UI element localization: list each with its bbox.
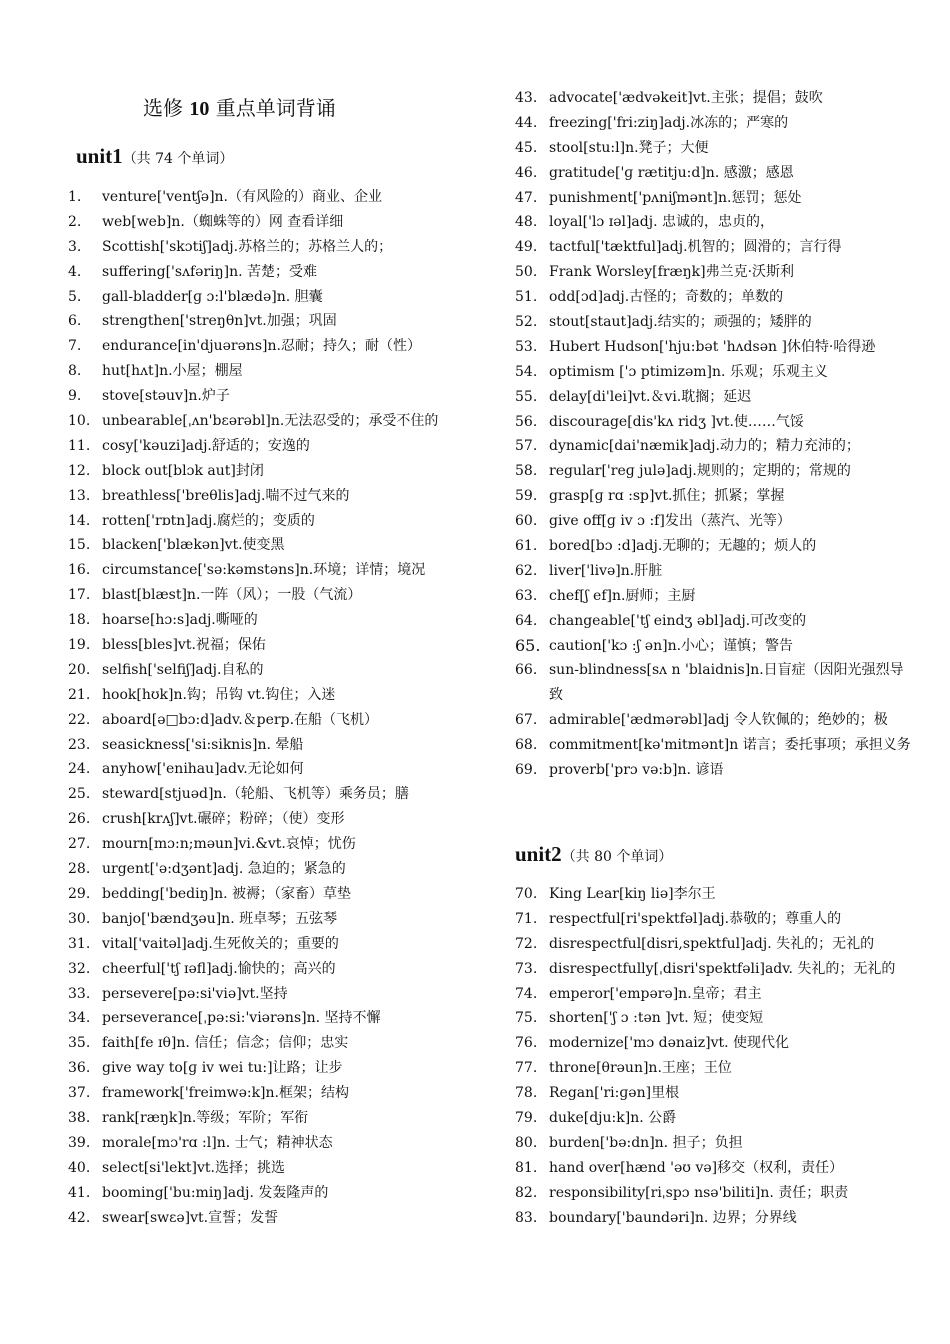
entry-text: grasp[ɡ rɑ :sp]vt.抓住；抓紧；掌握	[549, 488, 785, 505]
word-entry	[68, 932, 468, 957]
entry-number: 66.	[515, 662, 538, 679]
entry-text: responsibility[riˌspɔ nsə'biliti]n. 责任；职责	[549, 1184, 849, 1201]
right-word-list-unit1	[515, 86, 915, 783]
entry-number: 68.	[515, 737, 538, 754]
entry-number: 5.	[68, 288, 82, 305]
word-entry	[515, 1031, 915, 1056]
word-entry	[68, 1181, 468, 1206]
entry-text: endurance[in'djuərəns]n.忍耐；持久；耐（性）	[102, 338, 421, 355]
word-entry	[68, 185, 468, 210]
entry-text: cheerful['tʃ ɪəfl]adj.愉快的；高兴的	[102, 960, 336, 977]
entry-number: 33.	[68, 985, 91, 1002]
entry-text: hand over[hænd 'əʊ və]移交（权利，责任）	[549, 1159, 844, 1176]
entry-text: blast[blæst]n.一阵（风）；一股（气流）	[102, 587, 362, 604]
entry-text: Frank Worsley[fræŋk]弗兰克·沃斯利	[549, 264, 795, 281]
entry-text: advocate['ædvəkeit]vt.主张；提倡；鼓吹	[549, 90, 823, 106]
entry-number: 67.	[515, 712, 538, 729]
word-entry	[515, 559, 915, 584]
word-entry	[68, 509, 468, 534]
entry-number: 51.	[515, 289, 538, 306]
word-entry	[68, 757, 468, 782]
entry-number: 74.	[515, 985, 538, 1002]
word-entry	[68, 683, 468, 708]
entry-text: optimism ['ɔ ptimizəm]n. 乐观；乐观主义	[549, 363, 828, 380]
word-entry	[515, 882, 915, 907]
title-rest: 重点单词背诵	[209, 96, 336, 120]
entry-text: liver['livə]n.肝脏	[549, 562, 663, 579]
page-title	[143, 92, 336, 121]
entry-text: Scottish['skɔtiʃ]adj.苏格兰的；苏格兰人的；	[102, 238, 393, 255]
entry-number: 80.	[515, 1134, 538, 1151]
entry-number: 71.	[515, 910, 538, 927]
entry-text: disrespectfully[ˌdisri'spektfəli]adv. 失礼的；无礼的	[549, 960, 896, 977]
entry-number: 58.	[515, 463, 538, 480]
word-entry	[515, 484, 915, 509]
word-entry	[68, 733, 468, 758]
entry-text: hook[hʊk]n.钩；吊钩 vt.钩住；入迷	[102, 686, 336, 703]
entry-number: 47.	[515, 189, 538, 206]
entry-number: 32.	[68, 960, 91, 977]
word-entry	[515, 634, 915, 659]
entry-text: unbearable[ˌʌn'bɛərəbl]n.无法忍受的；承受不住的	[102, 413, 439, 430]
entry-number: 48.	[515, 214, 538, 231]
entry-number: 27.	[68, 836, 91, 853]
word-entry	[515, 1006, 915, 1031]
entry-text: proverb['prɔ və:b]n. 谚语	[549, 762, 724, 779]
word-entry	[68, 982, 468, 1007]
word-entry	[68, 558, 468, 583]
title-number: 10	[189, 98, 210, 120]
entry-text: rank[ræŋk]n.等级；军阶；军衔	[102, 1109, 309, 1126]
entry-number: 46.	[515, 164, 538, 181]
entry-text: swear[swɛə]vt.宣誓；发誓	[102, 1209, 279, 1226]
entry-number: 60.	[515, 513, 538, 530]
entry-text: seasickness['si:siknis]n. 晕船	[102, 736, 304, 753]
entry-number: 69.	[515, 762, 538, 779]
entry-text: regular['reɡ julə]adj.规则的；定期的；常规的	[549, 463, 851, 480]
unit1-count: （共 74 个单词）	[122, 151, 234, 167]
entry-text: perseverance[ˌpə:si:'viərəns]n. 坚持不懈	[102, 1010, 381, 1027]
word-entry	[515, 1181, 915, 1206]
left-word-list	[68, 185, 468, 1230]
word-entry	[68, 1081, 468, 1106]
entry-number: 57.	[515, 438, 538, 455]
entry-number: 12.	[68, 462, 91, 479]
word-entry	[68, 857, 468, 882]
right-word-list-unit2	[515, 882, 915, 1230]
word-entry	[515, 434, 915, 459]
entry-text: anyhow['enihau]adv.无论如何	[102, 761, 304, 778]
entry-text: web[web]n.（蜘蛛等的）网 查看详细	[102, 213, 344, 230]
entry-text: stout[staut]adj.结实的；顽强的；矮胖的	[549, 314, 812, 331]
word-entry	[68, 359, 468, 384]
entry-text: give off[ɡ iv ɔ :f]发出（蒸汽、光等）	[549, 513, 791, 530]
entry-number: 73.	[515, 960, 538, 977]
word-entry	[515, 86, 915, 111]
word-entry	[515, 932, 915, 957]
entry-text: blacken['blækən]vt.使变黑	[102, 537, 285, 554]
unit1-heading	[76, 144, 233, 169]
entry-number: 15.	[68, 537, 91, 554]
entry-number: 38.	[68, 1109, 91, 1126]
entry-number: 81.	[515, 1159, 538, 1176]
entry-number: 19.	[68, 637, 91, 654]
entry-number: 22.	[68, 711, 91, 728]
entry-text: freezing['fri:ziŋ]adj.冰冻的；严寒的	[549, 114, 789, 131]
entry-text: vital['vaitəl]adj.生死攸关的；重要的	[102, 935, 339, 952]
entry-number: 2.	[68, 213, 82, 230]
entry-number: 50.	[515, 264, 538, 281]
entry-text: faith[fe ɪθ]n. 信任；信念；信仰；忠实	[102, 1035, 349, 1052]
word-entry	[68, 1156, 468, 1181]
entry-text: modernize['mɔ dənaiz]vt. 使现代化	[549, 1035, 790, 1052]
word-entry	[68, 1206, 468, 1231]
word-entry	[515, 285, 915, 310]
word-entry	[515, 1156, 915, 1181]
entry-number: 14.	[68, 512, 91, 529]
entry-number: 52.	[515, 314, 538, 331]
word-entry	[515, 161, 915, 186]
word-entry	[68, 1031, 468, 1056]
entry-text: rotten['rɒtn]adj.腐烂的；变质的	[102, 512, 315, 529]
word-entry	[68, 459, 468, 484]
entry-number: 7.	[68, 338, 82, 355]
word-entry	[515, 1206, 915, 1231]
entry-text: changeable['tʃ eindʒ əbl]adj.可改变的	[549, 612, 807, 629]
unit2-name: unit2	[515, 842, 562, 866]
entry-number: 28.	[68, 861, 91, 878]
word-entry	[515, 385, 915, 410]
word-entry	[515, 957, 915, 982]
unit2-heading	[515, 842, 672, 867]
entry-number: 18.	[68, 612, 91, 629]
word-entry	[68, 484, 468, 509]
word-entry	[68, 235, 468, 260]
title-main: 选修	[143, 96, 183, 120]
entry-number: 76.	[515, 1035, 538, 1052]
entry-number: 59.	[515, 488, 538, 505]
entry-number: 75.	[515, 1010, 538, 1027]
entry-text: steward[stjuəd]n.（轮船、飞机等）乘务员；膳	[102, 786, 409, 803]
word-entry	[515, 733, 915, 758]
entry-number: 65.	[515, 635, 541, 655]
entry-number: 8.	[68, 363, 82, 380]
word-entry	[515, 907, 915, 932]
entry-number: 37.	[68, 1085, 91, 1102]
entry-number: 78.	[515, 1085, 538, 1102]
entry-number: 29.	[68, 885, 91, 902]
entry-text: stool[stu:l]n.凳子；大便	[549, 139, 709, 156]
entry-text: banjo['bændʒəu]n. 班卓琴；五弦琴	[102, 910, 338, 927]
word-entry	[515, 459, 915, 484]
word-entry	[68, 309, 468, 334]
word-entry	[515, 186, 915, 211]
entry-text: framework['freimwə:k]n.框架；结构	[102, 1085, 349, 1102]
word-entry	[68, 708, 468, 733]
entry-text: admirable['ædmərəbl]adj 令人钦佩的；绝妙的；极	[549, 712, 888, 729]
entry-number: 63.	[515, 587, 538, 604]
entry-number: 23.	[68, 736, 91, 753]
word-entry	[68, 1131, 468, 1156]
word-entry	[515, 584, 915, 609]
word-entry	[68, 409, 468, 434]
entry-text: urgent['ə:dʒənt]adj. 急迫的；紧急的	[102, 861, 346, 878]
entry-number: 49.	[515, 239, 538, 256]
entry-text: sun-blindness[sʌ n 'blaidnis]n.日盲症（因阳光强烈导致	[549, 662, 904, 704]
word-entry	[68, 907, 468, 932]
entry-text: persevere[pə:si'viə]vt.坚持	[102, 985, 288, 1002]
entry-number: 11.	[68, 437, 91, 454]
entry-text: gall-bladder[ɡ ɔ:l'blædə]n. 胆囊	[102, 288, 323, 305]
word-entry	[68, 832, 468, 857]
entry-text: disrespectful[disri,spektful]adj. 失礼的；无礼的	[549, 935, 875, 952]
entry-text: commitment[kə'mitmənt]n 诺言；委托事项；承担义务	[549, 737, 911, 754]
word-entry	[515, 1131, 915, 1156]
entry-number: 16.	[68, 562, 91, 579]
entry-text: emperor['empərə]n.皇帝；君主	[549, 985, 762, 1002]
entry-text: bedding['bediŋ]n. 被褥；（家畜）草垫	[102, 885, 352, 902]
entry-number: 10.	[68, 413, 91, 430]
entry-number: 54.	[515, 363, 538, 380]
entry-text: delay[di'lei]vt.＆vi.耽搁；延迟	[549, 388, 752, 405]
entry-text: respectful[ri'spektfəl]adj.恭敬的；尊重人的	[549, 910, 842, 927]
word-entry	[68, 1056, 468, 1081]
word-entry	[68, 1106, 468, 1131]
entry-number: 72.	[515, 935, 538, 952]
word-entry	[68, 533, 468, 558]
entry-number: 9.	[68, 388, 82, 405]
entry-text: King Lear[kiŋ liə]李尔王	[549, 886, 716, 902]
entry-text: odd[ɔd]adj.古怪的；奇数的；单数的	[549, 289, 784, 306]
entry-number: 53.	[515, 338, 538, 355]
entry-text: selfish['selfiʃ]adj.自私的	[102, 661, 264, 678]
entry-text: crush[krʌʃ]vt.碾碎；粉碎；（使）变形	[102, 811, 345, 828]
entry-number: 21.	[68, 686, 91, 703]
word-entry	[68, 334, 468, 359]
word-entry	[515, 708, 915, 733]
word-entry	[515, 1081, 915, 1106]
entry-number: 36.	[68, 1060, 91, 1077]
entry-text: bored[bɔ :d]adj.无聊的；无趣的；烦人的	[549, 538, 817, 555]
entry-number: 39.	[68, 1134, 91, 1151]
entry-number: 62.	[515, 562, 538, 579]
entry-text: give way to[ɡ iv wei tu:]让路；让步	[102, 1060, 343, 1077]
entry-number: 31.	[68, 935, 91, 952]
entry-number: 35.	[68, 1035, 91, 1052]
entry-number: 20.	[68, 661, 91, 678]
entry-number: 45.	[515, 139, 538, 156]
word-entry	[68, 434, 468, 459]
entry-number: 77.	[515, 1060, 538, 1077]
entry-number: 24.	[68, 761, 91, 778]
entry-number: 83.	[515, 1209, 538, 1226]
entry-number: 25.	[68, 786, 91, 803]
entry-text: duke[dju:k]n. 公爵	[549, 1110, 677, 1127]
word-entry	[515, 534, 915, 559]
word-entry	[515, 609, 915, 634]
entry-text: chef[ʃ ef]n.厨师；主厨	[549, 587, 696, 604]
entry-text: hoarse[hɔ:s]adj.嘶哑的	[102, 612, 258, 629]
word-entry	[515, 509, 915, 534]
entry-number: 55.	[515, 388, 538, 405]
word-entry	[68, 782, 468, 807]
entry-text: tactful['tæktful]adj.机智的；圆滑的；言行得	[549, 239, 842, 256]
entry-text: hut[hʌt]n.小屋；棚屋	[102, 363, 243, 380]
word-entry	[68, 260, 468, 285]
unit2-count: （共 80 个单词）	[561, 849, 673, 865]
entry-number: 26.	[68, 811, 91, 828]
word-entry	[68, 384, 468, 409]
entry-number: 42.	[68, 1209, 91, 1226]
word-entry	[515, 1106, 915, 1131]
entry-number: 64.	[515, 612, 538, 629]
entry-number: 17.	[68, 587, 91, 604]
word-entry	[515, 210, 915, 235]
entry-text: caution['kɔ :ʃ ən]n.小心；谨慎；警告	[549, 637, 794, 654]
entry-number: 6.	[68, 313, 82, 330]
entry-number: 41.	[68, 1184, 91, 1201]
entry-number: 56.	[515, 413, 538, 430]
word-entry	[515, 360, 915, 385]
word-entry	[515, 410, 915, 435]
entry-text: discourage[dis'kʌ ridʒ ]vt.使……气馁	[549, 413, 804, 430]
entry-number: 3.	[68, 238, 82, 255]
entry-text: punishment['pʌniʃmənt]n.惩罚；惩处	[549, 189, 802, 206]
entry-text: circumstance['sə:kəmstəns]n.环境；详情；境况	[102, 562, 426, 579]
entry-text: boundary['baundəri]n. 边界；分界线	[549, 1209, 797, 1226]
word-entry	[515, 1056, 915, 1081]
entry-text: morale[mɔ'rɑ :l]n. 士气；精神状态	[102, 1134, 333, 1151]
word-entry	[68, 633, 468, 658]
unit1-name: unit1	[76, 144, 123, 168]
entry-text: cosy['kəuzi]adj.舒适的；安逸的	[102, 437, 310, 454]
entry-text: burden['bə:dn]n. 担子；负担	[549, 1134, 743, 1151]
word-entry	[68, 285, 468, 310]
entry-text: Hubert Hudson['hju:bət 'hʌdsən ]休伯特·哈得逊	[549, 338, 876, 355]
entry-number: 30.	[68, 910, 91, 927]
word-entry	[515, 335, 915, 360]
word-entry	[68, 583, 468, 608]
entry-number: 4.	[68, 263, 82, 280]
entry-text: shorten['ʃ ɔ :tən ]vt. 短；使变短	[549, 1010, 764, 1027]
entry-number: 1.	[68, 189, 82, 205]
entry-number: 13.	[68, 487, 91, 504]
entry-number: 61.	[515, 538, 538, 555]
entry-number: 82.	[515, 1184, 538, 1201]
entry-text: breathless['breθlis]adj.喘不过气来的	[102, 487, 350, 504]
word-entry	[68, 1006, 468, 1031]
entry-text: bless[bles]vt.祝福；保佑	[102, 637, 266, 654]
entry-number: 43.	[515, 90, 538, 106]
entry-text: block out[blɔk aut]封闭	[102, 462, 264, 479]
entry-text: dynamic[dai'næmik]adj.动力的；精力充沛的；	[549, 438, 860, 455]
word-entry	[515, 310, 915, 335]
word-entry	[515, 111, 915, 136]
word-entry	[515, 136, 915, 161]
entry-text: venture['ventʃə]n.（有风险的）商业、企业	[102, 189, 382, 205]
entry-number: 40.	[68, 1159, 91, 1176]
word-entry	[515, 235, 915, 260]
entry-number: 70.	[515, 886, 538, 902]
word-entry	[515, 658, 915, 708]
word-entry	[68, 608, 468, 633]
entry-text: gratitude['ɡ rætitju:d]n. 感激；感恩	[549, 164, 794, 181]
entry-text: stove[stəuv]n.炉子	[102, 388, 230, 405]
word-entry	[515, 982, 915, 1007]
word-entry	[68, 210, 468, 235]
word-entry	[515, 260, 915, 285]
entry-number: 79.	[515, 1110, 538, 1127]
word-entry	[68, 807, 468, 832]
word-entry	[68, 957, 468, 982]
entry-text: loyal['lɔ ɪəl]adj. 忠诚的，忠贞的，	[549, 214, 774, 231]
word-entry	[515, 758, 915, 783]
word-entry	[68, 658, 468, 683]
entry-number: 34.	[68, 1010, 91, 1027]
entry-text: booming['bu:miŋ]adj. 发轰隆声的	[102, 1184, 329, 1201]
entry-text: aboard[ə□bɔ:d]adv.＆perp.在船（飞机）	[102, 711, 379, 728]
entry-number: 44.	[515, 114, 538, 131]
word-entry	[68, 882, 468, 907]
entry-text: strengthen['streŋθn]vt.加强；巩固	[102, 313, 337, 330]
entry-text: mourn[mɔ:n;məun]vi.&vt.哀悼；忧伤	[102, 836, 356, 853]
entry-text: select[si'lekt]vt.选择；挑选	[102, 1159, 285, 1176]
entry-text: Regan['ri:ɡən]里根	[549, 1085, 680, 1102]
entry-text: suffering['sʌfəriŋ]n. 苦楚；受难	[102, 263, 318, 280]
entry-text: throne[θrəun]n.王座；王位	[549, 1060, 732, 1077]
